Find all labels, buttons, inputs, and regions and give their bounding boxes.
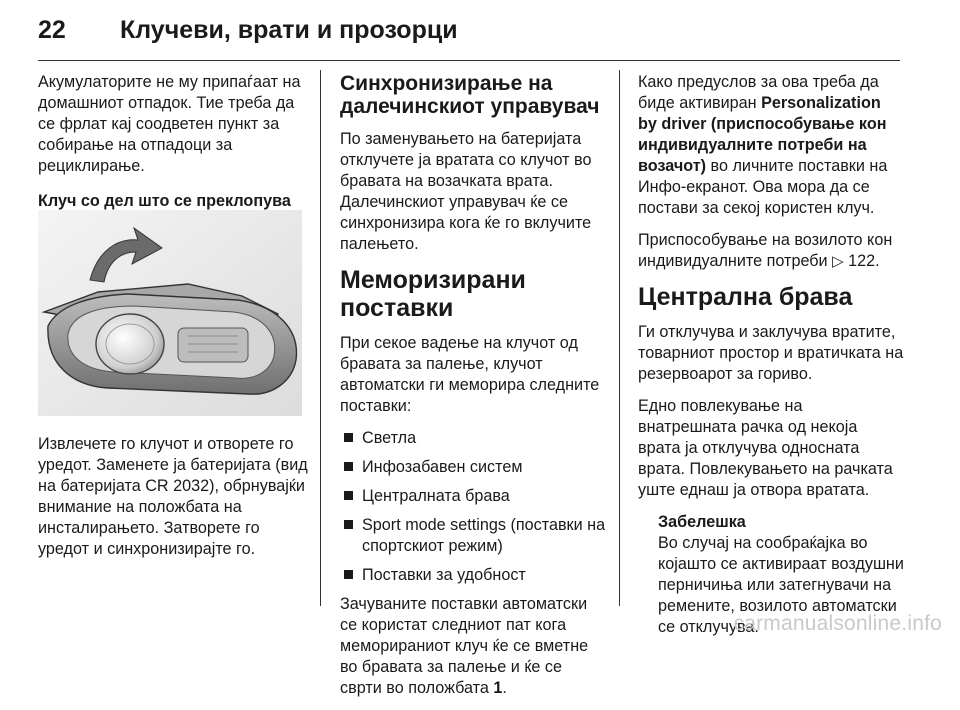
column-1 — [38, 72, 306, 223]
column-1-lower — [38, 434, 308, 571]
personalization-setting-name: Personalization by driver (приспособување кон индивидуалните потреби на возачот) — [638, 94, 887, 175]
page-title: Клучеви, врати и прозорци — [120, 16, 458, 44]
footer-watermark: carmanualsonline.info — [733, 612, 942, 635]
sync-remote-paragraph: По заменувањето на батеријата отклучете ја вратата со клучот во бравата на возачката врата. Далечинскиот управувач ќе се синхронизира кога ќе го вклучите палењето. — [340, 130, 592, 253]
foldable-key-subheading: Клуч со дел што се преклопува — [38, 192, 291, 210]
battery-replace-instructions: Извлечете го клучот и отворете го уредот. Заменете ја батеријата (вид на батеријата CR 2032), обрнувајќи внимание на положбата на инсталирањето. Затворете го уредот и синхронизирајте го. — [38, 435, 308, 558]
battery-disposal-paragraph: Акумулаторите не му припаѓаат на домашниот отпадок. Тие треба да се фрлат кај соодветен пункт за собирање на отпадоци за рециклирање. — [38, 73, 301, 175]
memorized-settings-heading: Меморизирани поставки — [340, 266, 526, 322]
column-3 — [638, 72, 904, 638]
column-2 — [340, 72, 608, 710]
bullet-square-icon — [344, 433, 353, 442]
page-number: 22 — [38, 16, 66, 44]
memorized-settings-usage: Зачуваните поставки автоматски се користат следниот пат кога меморираниот клуч ќе се вметне во бравата за палење и ќе се сврти во положбата 1. — [340, 595, 589, 697]
key-battery-illustration — [38, 210, 302, 416]
central-locking-paragraph-1: Ги отклучува и заклучува вратите, товарниот простор и вратичката на резервоарот за гориво. — [638, 323, 904, 383]
memorized-settings-intro: При секое вадење на клучот од бравата за палење, клучот автоматски ги меморира следните поставки: — [340, 334, 600, 415]
coin-battery-icon — [96, 314, 164, 374]
sync-remote-heading: Синхронизирање на далечинскиот управувач — [340, 72, 600, 118]
bullet-square-icon — [344, 570, 353, 579]
list-item: Поставки за удобност — [340, 565, 608, 586]
bullet-square-icon — [344, 520, 353, 529]
note-text: Во случај на сообраќајка во којашто се активираат воздушни перничиња или затегнувачи на ремените, возилото автоматски се отклучува. — [658, 534, 904, 636]
central-locking-heading: Централна брава — [638, 283, 853, 311]
central-locking-paragraph-2: Едно повлекување на внатрешната рачка од некоја врата ја отклучува односната врата. Повлекувањето на рачката уште еднаш ја отвора вратата. — [638, 397, 893, 499]
column-divider-2 — [619, 70, 620, 606]
ignition-position: 1 — [493, 679, 503, 697]
page-reference-arrow-icon: ▷ — [832, 253, 844, 270]
list-item: Светла — [340, 428, 608, 449]
personalization-paragraph: Како предуслов за ова треба да биде активиран Personalization by driver (приспособување кон индивидуалните потреби на возачот) во личните поставки на Инфо-екранот. Ова мора да се постави за секој користен клуч. — [638, 73, 888, 217]
memorized-settings-list — [340, 428, 608, 586]
list-item: Инфозабавен систем — [340, 457, 608, 478]
column-divider-1 — [320, 70, 321, 606]
header-rule — [38, 60, 900, 61]
list-item: Централната брава — [340, 486, 608, 507]
personalization-reference: Приспособување на возилото кон индивидуалните потреби ▷ 122. — [638, 231, 893, 270]
note-title: Забелешка — [658, 513, 746, 531]
bullet-square-icon — [344, 462, 353, 471]
list-item: Sport mode settings (поставки на спортскиот режим) — [340, 515, 608, 557]
bullet-square-icon — [344, 491, 353, 500]
